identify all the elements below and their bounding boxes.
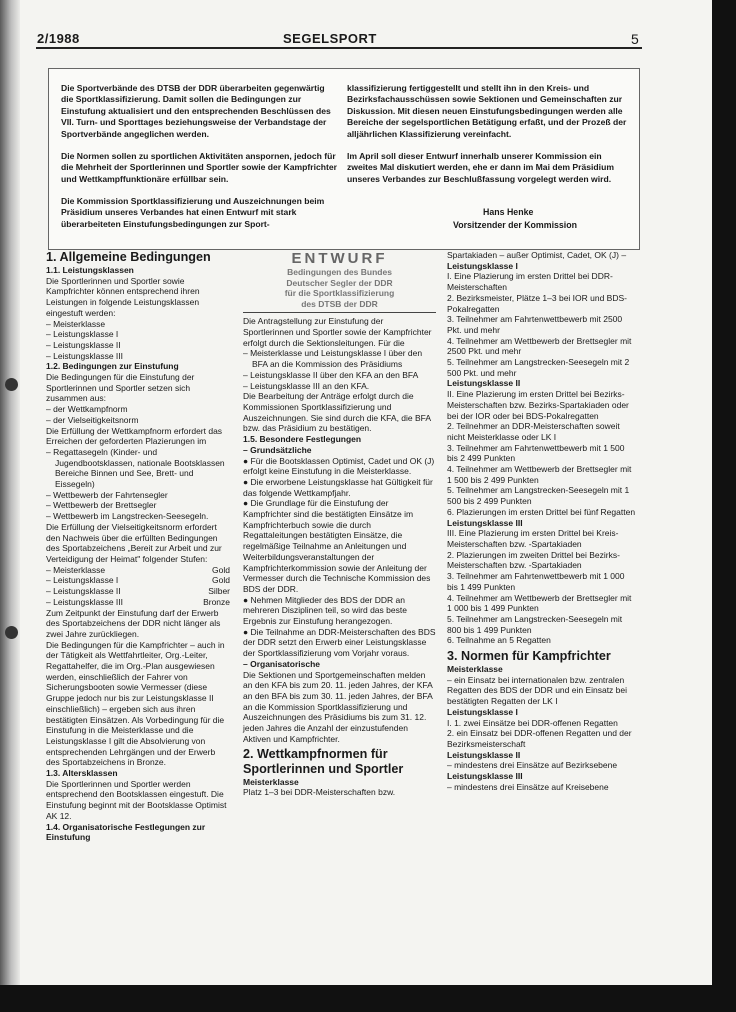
bullet-item: ● Für die Bootsklassen Optimist, Cadet und OK (J) erfolgt keine Einstufung in die Meisterklasse. [243, 455, 435, 477]
punch-hole [5, 626, 18, 639]
paragraph: Die Erfüllung der Vielseitigkeitsnorm erfordert den Nachweis über die erfüllten Bedingungen des Sportabzeichens „Bereit zur Arbeit und zur Verteidigung der Heimat" folgender Stufen: [46, 521, 222, 564]
list-item: – Leistungsklasse I [46, 329, 119, 340]
list-item: – der Wettkampfnorm [46, 404, 128, 415]
intro-box [48, 68, 640, 250]
entwurf-subtitle: für die Sportklassifizierung [284, 288, 395, 299]
subsection-heading: Leistungsklasse I [447, 260, 518, 271]
intro-paragraph: Im April soll dieser Entwurf innerhalb unserer Kommission ein zweites Mal diskutiert werden, ehe er dann im Mai dem Präsidium unseres Verbandes zur Beschlußfassung vorgelegt werden wird. [347, 151, 614, 184]
intro-paragraph: Die Sportverbände des DTSB der DDR überarbeiten gegenwärtig die Sportklassifizierung. Damit sollen die Bedingungen zur Einstufung aktualisiert und den entsprechenden Beschlüssen des VII. Turn- und Sporttages beziehungsweise der Verbandstage der Sportverbände angeglichen werden. [61, 83, 331, 139]
paragraph: Die Bearbeitung der Anträge erfolgt durch die Kommissionen Sportklassifizierung und Auszeichnungen. Sie sind durch die KFA, die BFA bzw. das Präsidium zu bestätigen. [243, 391, 431, 434]
grade-medal: Silber [208, 586, 230, 597]
paragraph: – ein Einsatz bei internationalen bzw. zentralen Regatten des BDS der DDR und ein Einsatz bei bestätigten Regatten der LK I [447, 674, 628, 707]
list-item: – Meisterklasse und Leistungsklasse I über den BFA an die Kommission des Präsidiums [243, 348, 423, 370]
list-item: – Regattasegeln (Kinder- und Jugendbootsklassen, nationale Bootsklassen Bereiche Binnen und See, Brett- und Eissegeln) [46, 446, 225, 490]
scan-border-right [712, 0, 736, 1012]
paragraph: Die Sportlerinnen und Sportler werden entsprechend den Bootsklassen eingestuft. Die Einstufung beginnt mit der Bootsklasse Optimist AK 12. [46, 778, 227, 821]
column-left [46, 250, 230, 843]
page-number: 5 [631, 31, 640, 47]
subsection-heading: Leistungsklasse III [447, 771, 523, 782]
list-item: 2. Bezirksmeister, Plätze 1–3 bei IOR und BDS-Pokalregatten [447, 292, 627, 314]
grade-class: – Leistungsklasse I [46, 575, 119, 586]
paragraph: Die Sportlerinnen und Sportler sowie Kampfrichter können entsprechend ihren Leistungen in folgende Leistungsklassen eingestuft werden: [46, 275, 200, 318]
intro-paragraph: Die Normen sollen zu sportlichen Aktivitäten anspornen, jedoch für die Mehrheit der Sportlerinnen und Sportler sowie der Kampfrichter und Wettkampffunktionäre erfüllbar sein. [61, 151, 337, 184]
subsection-heading: 1.1. Leistungsklassen [46, 265, 134, 275]
subsection-heading: – Grundsätzliche [243, 444, 312, 455]
list-item: I. 1. zwei Einsätze bei DDR-offenen Regatten [447, 717, 618, 728]
list-item: 2. Teilnehmer an DDR-Meisterschaften soweit nicht Meisterklasse oder LK I [447, 421, 620, 442]
list-item: – mindestens drei Einsätze auf Bezirksebene [447, 760, 618, 771]
section-heading: 2. Wettkampfnormen für Sportlerinnen und Sportler [243, 746, 404, 776]
paragraph: Die Bedingungen für die Einstufung der Sportlerinnen und Sportler setzen sich zusammen aus: [46, 372, 195, 404]
list-item: – Wettbewerb der Fahrtensegler [46, 489, 168, 500]
grade-row [46, 575, 230, 586]
bullet-item: ● Die erworbene Leistungsklasse hat Gültigkeit für das folgende Wettkampfjahr. [243, 476, 433, 498]
intro-paragraph: klassifizierung fertiggestellt und stellt ihn in den Kreis- und Bezirksfachausschüssen sowie Sektionen und Gemeinschaften zur Diskussion. Mit diesen neuen Einstufungsbedingungen werden alle Bereiche der segelsportlichen Betätigung erfaßt, und der Prozeß der alljährlichen Klassifizierung vereinfacht. [347, 83, 627, 139]
subsection-heading: 1.5. Besondere Festlegungen [243, 434, 362, 445]
scan-border-bottom [0, 985, 736, 1012]
subsection-heading: Meisterklasse [447, 664, 503, 675]
paragraph: Die Bedingungen für die Kampfrichter – auch in der Tätigkeit als Wettfahrtleiter, Org.-Leiter, Regattahelfer, die im Org.-Plan ausgewiesen werden, einschließlich der Fahrer von Sicherungsbooten sowie Vermesser (diese Gruppe jedoch nur bis zur Leistungsklasse II einschließlich) – ergeben sich aus ihren bestätigten Einsätzen. Als Vorbedingung für die Einstufung in die Meisterklasse und die Leistungsklasse I gilt die Absolvierung von entsprechenden Lehrgängen und der Erwerb des Sportabzeichens in Bronze. [46, 639, 225, 768]
list-item: 2. ein Einsatz bei DDR-offenen Regatten und der Bezirksmeisterschaft [447, 728, 632, 749]
binding-shadow [0, 0, 20, 1012]
list-item: 4. Teilnehmer am Wettbewerb der Brettsegler mit 2500 Pkt. und mehr [447, 335, 632, 357]
list-item: 2. Plazierungen im zweiten Drittel bei Bezirks-Meisterschaften bzw. -Spartakiaden [447, 549, 620, 571]
header-rule [36, 47, 642, 49]
list-item: – Meisterklasse [46, 318, 106, 329]
list-item: – Wettbewerb der Brettsegler [46, 500, 157, 511]
entwurf-subtitle: Bedingungen des Bundes [287, 267, 392, 277]
list-item: 4. Teilnehmer am Wettbewerb der Brettsegler mit 1 500 bis 2 499 Punkten [447, 464, 632, 485]
magazine-title: SEGELSPORT [283, 31, 377, 46]
subsection-heading: 1.2. Bedingungen zur Einstufung [46, 361, 179, 372]
list-item: – mindestens drei Einsätze auf Kreisebene [447, 781, 609, 792]
column-middle [243, 250, 436, 798]
subsection-heading: 1.3. Altersklassen [46, 768, 118, 779]
grade-class: – Leistungsklasse III [46, 596, 124, 607]
list-item: 3. Teilnehmer am Fahrtenwettbewerb mit 1 000 bis 1 499 Punkten [447, 571, 625, 592]
intro-paragraph: Die Kommission Sportklassifizierung und Auszeichnungen beim Präsidium unseres Verbandes hat einen Entwurf mit stark überarbeiteten Einstufungsbedingungen zur Sport- [61, 196, 325, 229]
subsection-heading: Leistungsklasse II [447, 378, 521, 389]
list-item: 3. Teilnehmer am Fahrtenwettbewerb mit 2500 Pkt. und mehr [447, 314, 623, 335]
punch-hole [5, 378, 18, 391]
list-item: – Wettbewerb im Langstrecken-Seesegeln. [46, 511, 209, 522]
paragraph: Spartakiaden – außer Optimist, Cadet, OK (J) – [447, 250, 627, 260]
list-item: 4. Teilnehmer am Wettbewerb der Brettsegler mit 1 000 bis 1 499 Punkten [447, 592, 632, 614]
subsection-heading: Leistungsklasse I [447, 706, 518, 717]
list-item: – Leistungsklasse II über den KFA an den BFA [243, 369, 419, 380]
subsection-heading: – Organisatorische [243, 658, 321, 669]
signature-name: Hans Henke [483, 207, 534, 217]
list-item: – Leistungsklasse III an den KFA. [243, 380, 370, 391]
issue-number: 2/1988 [37, 31, 80, 46]
list-item: I. Eine Plazierung im ersten Drittel bei DDR-Meisterschaften [447, 271, 613, 293]
paragraph: Die Erfüllung der Wettkampfnorm erfordert das Erreichen der geforderten Plazierungen im [46, 425, 223, 447]
entwurf-title: ENTWURF [291, 250, 388, 267]
column-right [447, 250, 637, 792]
subsection-heading: Leistungsklasse II [447, 749, 521, 760]
grade-class: – Meisterklasse [46, 564, 106, 575]
list-item: 5. Teilnehmer am Langstrecken-Seesegeln mit 2 500 Pkt. und mehr [447, 357, 630, 378]
list-item: 5. Teilnehmer am Langstrecken-Seesegeln mit 800 bis 1 499 Punkten [447, 613, 623, 635]
grade-row [46, 597, 230, 608]
list-item: 3. Teilnehmer am Fahrtenwettbewerb mit 1 500 bis 2 499 Punkten [447, 442, 625, 464]
bullet-item: ● Nehmen Mitglieder des BDS der DDR an mehreren Disziplinen teil, so wird das beste Ergebnis zur Einstufung herangezogen. [243, 594, 407, 627]
list-item: 6. Teilnahme an 5 Regatten [447, 635, 551, 646]
grade-row [46, 586, 230, 597]
bullet-item: ● Die Grundlage für die Einstufung der Kampfrichter sind die bestätigten Einsätze im Kampfrichterbuch sowie die durch Regattaleitungen bestätigten Einsätze, die regelmäßige Teilnahme an Anleitungen und Weiterbildungsveranstaltungen der Kampfrichterkommission sowie der Anleitung der Vermesser durch die Technische Kommission des BDS der DDR. [243, 498, 431, 594]
grade-medal: Gold [212, 564, 230, 575]
signature-title: Vorsitzender der Kommission [453, 220, 577, 230]
grade-class: – Leistungsklasse II [46, 586, 121, 597]
list-item: 6. Plazierungen im ersten Drittel bei fünf Regatten [447, 506, 636, 517]
list-item: III. Eine Plazierung im ersten Drittel bei Kreis-Meisterschaften bzw. -Spartakiaden [447, 528, 619, 549]
entwurf-subtitle: Deutscher Segler der DDR [286, 277, 393, 288]
grade-row [46, 565, 230, 576]
subsection-heading: Leistungsklasse III [447, 517, 523, 528]
grade-medal: Gold [212, 575, 230, 586]
paragraph: Die Antragstellung zur Einstufung der Sportlerinnen und Sportler sowie der Kampfrichter erfolgt durch die Sektionsleitungen. Für die [243, 316, 432, 348]
grade-medal: Bronze [203, 596, 230, 607]
section-heading: 3. Normen für Kampfrichter [447, 649, 611, 664]
list-item: – Leistungsklasse II [46, 339, 121, 350]
subsection-heading: 1.4. Organisatorische Festlegungen zur Einstufung [46, 821, 206, 843]
paragraph: Zum Zeitpunkt der Einstufung darf der Erwerb des Sportabzeichens der DDR nicht länger als zwei Jahre zurückliegen. [46, 607, 221, 639]
entwurf-subtitle: des DTSB der DDR [243, 299, 436, 314]
list-item: – Leistungsklasse III [46, 350, 124, 361]
list-item: 5. Teilnehmer am Langstrecken-Seesegeln mit 1 500 bis 2 499 Punkten [447, 485, 630, 507]
section-heading: 1. Allgemeine Bedingungen [46, 250, 211, 264]
list-item: – der Vielseitigkeitsnorm [46, 414, 139, 425]
bullet-item: ● Die Teilnahme an DDR-Meisterschaften des BDS der DDR setzt den Erwerb einer Leistungsklasse der Sportklassifizierung vom Vorjahr voraus. [243, 626, 436, 659]
list-item: II. Eine Plazierung im ersten Drittel bei Bezirks-Meisterschaften bzw. Bezirks-Spartakiaden oder bei der IOR oder bei BDS-Pokalregatten [447, 389, 629, 421]
subsection-heading: Meisterklasse [243, 776, 299, 787]
paragraph: Platz 1–3 bei DDR-Meisterschaften bzw. [243, 787, 396, 798]
paragraph: Die Sektionen und Sportgemeinschaften melden an den KFA bis zum 20. 11. jeden Jahres, der KFA an den BFA bis zum 30. 11. jeden Jahres, der BFA an die Kommission Sportklassifizierung und Auszeichnungen des Präsidiums bis zum 31. 12. jeden Jahres die Anzahl der einzustufenden Aktiven und Kampfrichter. [243, 669, 433, 744]
